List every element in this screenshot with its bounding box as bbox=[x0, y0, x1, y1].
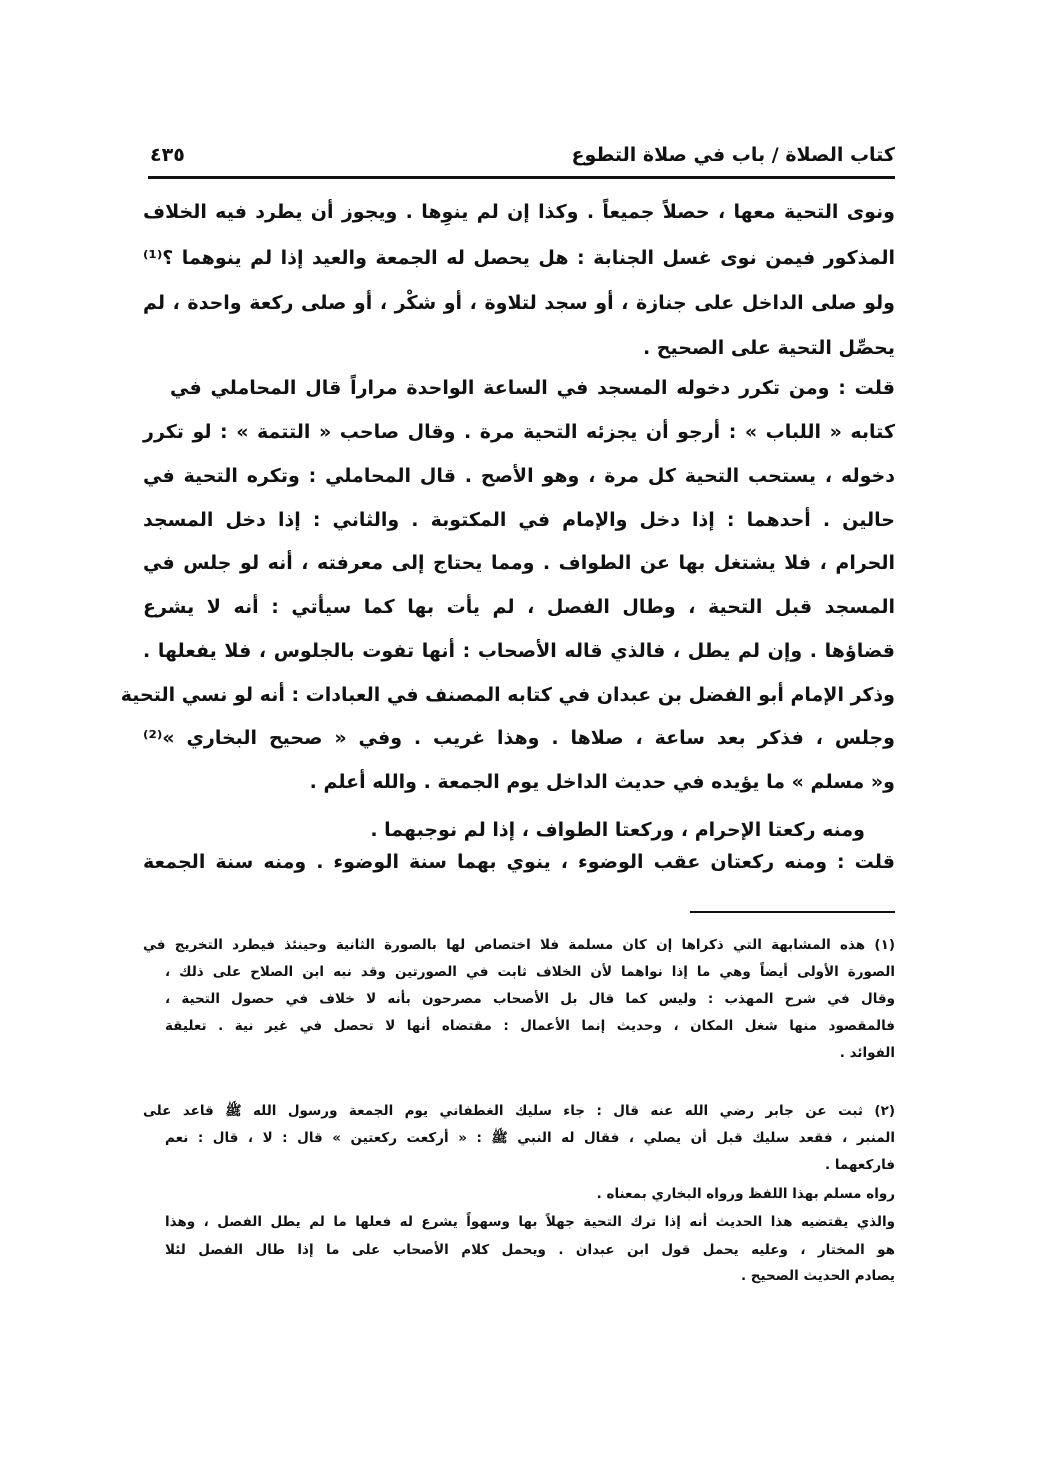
footnote-line: وقال في شرح المهذب : وليس كما قال بل الأصحاب مصرحون بأنه لا خلاف في حصول التحية ، bbox=[165, 991, 895, 1007]
footnote-line: رواه مسلم بهذا اللفظ ورواه البخاري بمعناه . bbox=[596, 1186, 895, 1202]
text-line: ولو صلى الداخل على جنازة ، أو سجد لتلاوة ، أو شكْر ، أو صلى ركعة واحدة ، لم bbox=[143, 292, 895, 314]
text-line: قلت : ومنه ركعتان عقب الوضوء ، ينوي بهما سنة الوضوء . ومنه سنة الجمعة bbox=[143, 851, 895, 873]
footnote-line: فالمقصود منها شغل المكان ، وحديث إنما الأعمال : مقتضاه أنها لا تحصل في غير نية . تعليقة bbox=[165, 1018, 895, 1034]
text-line: دخوله ، يستحب التحية كل مرة ، وهو الأصح . قال المحاملي : وتكره التحية في bbox=[143, 465, 895, 487]
text-line: قلت : ومن تكرر دخوله المسجد في الساعة الواحدة مراراً قال المحاملي في bbox=[170, 377, 895, 399]
page-number: ٤٣٥ bbox=[150, 144, 185, 166]
text-line: كتابه « اللباب » : أرجو أن يجزئه التحية مرة . وقال صاحب « التتمة » : لو تكرر bbox=[143, 421, 895, 443]
text-line: حالين . أحدهما : إذا دخل والإمام في المكتوبة . والثاني : إذا دخل المسجد bbox=[143, 509, 895, 531]
text-line: وذكر الإمام أبو الفضل بن عبدان في كتابه المصنف في العبادات : أنه لو نسي التحية bbox=[120, 684, 895, 706]
header-rule bbox=[148, 176, 895, 179]
text-line: الحرام ، فلا يشتغل بها عن الطواف . ومما يحتاج إلى معرفته ، أنه لو جلس في bbox=[143, 552, 895, 574]
footnote-line: (١) هذه المشابهة التي ذكراها إن كان مسلمة فلا اختصاص لها بالصورة الثانية وحينئذ فيطرد التخريج في bbox=[143, 937, 895, 953]
text-line: يحصِّل التحية على الصحيح . bbox=[642, 337, 895, 359]
footnote-line: المنبر ، فقعد سليك قبل أن يصلي ، فقال له النبي ﷺ : « أركعت ركعتين » قال : لا ، قال : نعم bbox=[165, 1130, 895, 1146]
footnote-line: الفوائد . bbox=[839, 1045, 895, 1061]
footnote-line: والذي يقتضيه هذا الحديث أنه إذا ترك التحية جهلاً بها وسهواً يشرع له فعلها ما لم يطل الفصل ، وهذا bbox=[165, 1214, 895, 1230]
footnote-line: هو المختار ، وعليه يحمل قول ابن عبدان . ويحمل كلام الأصحاب على ما إذا طال الفصل لئلا bbox=[165, 1242, 895, 1258]
footnote-line: (٢) ثبت عن جابر رضي الله عنه قال : جاء سليك الغطفاني يوم الجمعة ورسول الله ﷺ قاعد على bbox=[143, 1103, 895, 1119]
footnote-rule bbox=[690, 911, 895, 913]
text-line: قضاؤها . وإن لم يطل ، فالذي قاله الأصحاب : أنها تفوت بالجلوس ، فلا يفعلها . bbox=[143, 640, 895, 662]
text-line: وجلس ، فذكر بعد ساعة ، صلاها . وهذا غريب . وفي « صحيح البخاري »⁽²⁾ bbox=[143, 727, 895, 749]
footnote-line: يصادم الحديث الصحيح . bbox=[740, 1268, 895, 1284]
text-line: ونوى التحية معها ، حصلاً جميعاً . وكذا إن لم ينوِها . ويجوز أن يطرد فيه الخلاف bbox=[143, 201, 895, 223]
footnote-line: فاركعهما . bbox=[824, 1157, 895, 1173]
text-line: المسجد قبل التحية ، وطال الفصل ، لم يأت بها كما سيأتي : أنه لا يشرع bbox=[143, 596, 895, 618]
text-line: ومنه ركعتا الإحرام ، وركعتا الطواف ، إذا لم نوجبهما . bbox=[370, 819, 865, 841]
running-title: كتاب الصلاة / باب في صلاة التطوع bbox=[571, 144, 895, 166]
footnote-line: الصورة الأولى أيضاً وهي ما إذا نواهما لأن الخلاف ثابت في الصورتين وقد نبه ابن الصلاح على ذلك ، bbox=[165, 964, 895, 980]
text-line: و« مسلم » ما يؤيده في حديث الداخل يوم الجمعة . والله أعلم . bbox=[309, 771, 895, 793]
text-line: المذكور فيمن نوى غسل الجنابة : هل يحصل له الجمعة والعيد إذا لم ينوهما ؟⁽¹⁾ bbox=[143, 247, 895, 269]
